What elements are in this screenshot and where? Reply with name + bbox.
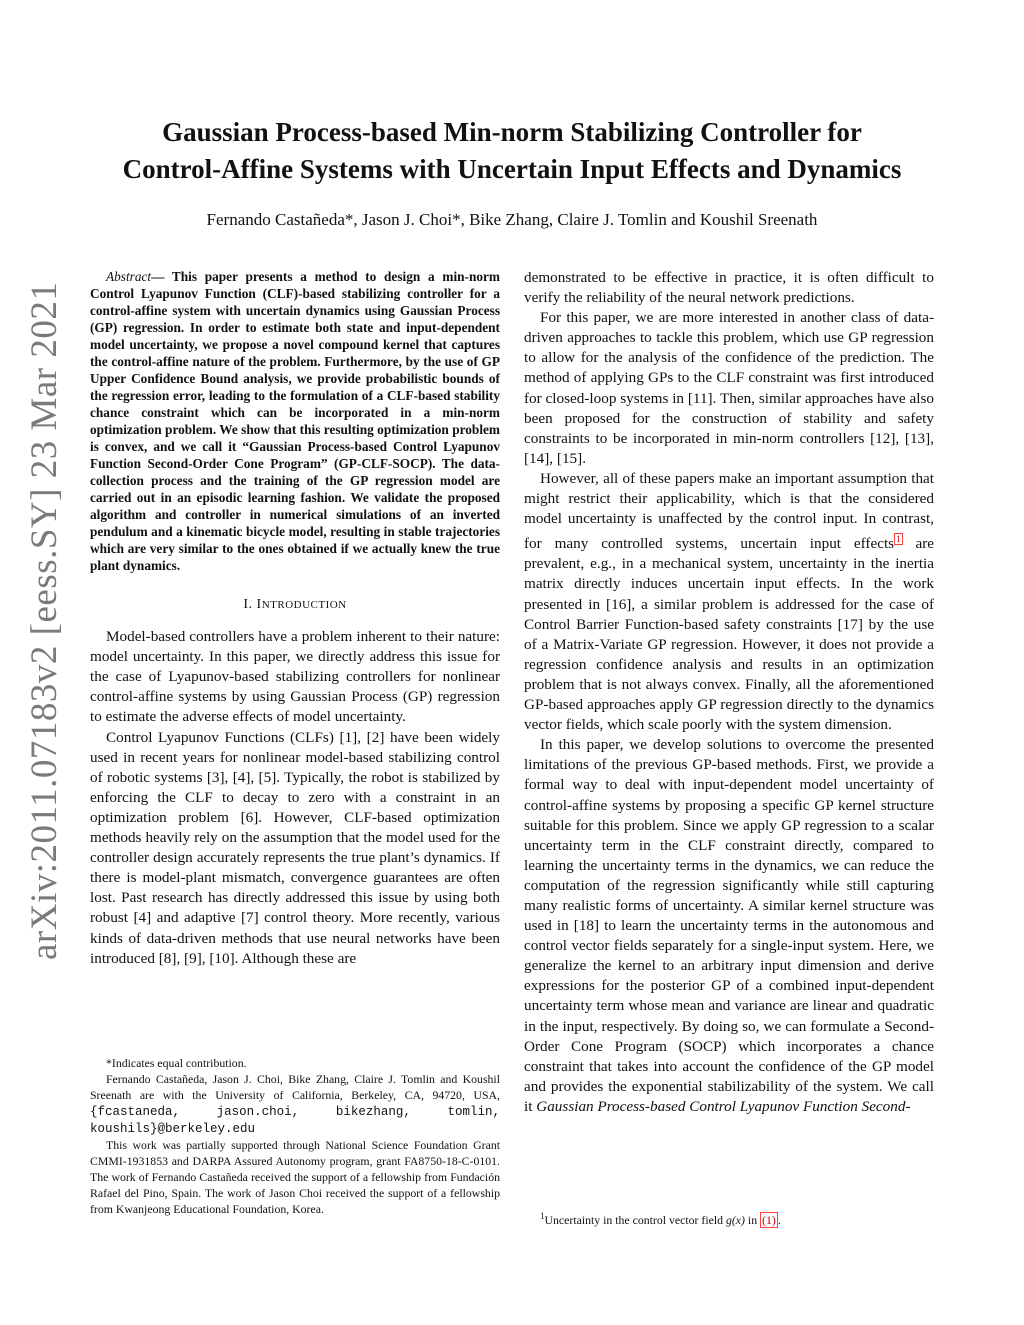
footnote-1: [524, 1208, 934, 1228]
right-paragraph-1: demonstrated to be effective in practice, it is often difficult to verify the reliability of the neural network predictions.: [524, 269, 934, 307]
footnote-equal-contribution: *Indicates equal contribution.: [106, 1056, 247, 1070]
arxiv-sidebar-stamp: arXiv:2011.07183v2 [eess.SY] 23 Mar 2021: [24, 281, 65, 960]
section-title-smallcaps: NTRODUCTION: [261, 599, 347, 611]
footnote-1-text: Uncertainty in the control vector field: [544, 1212, 726, 1227]
p3-text-b: are prevalent, e.g., in a mechanical system, uncertainty in the inertia matrix directly induces uncertain input effects. In the work presented in [16], a similar problem is addressed for the case of Control Barrier Function-based safety constraints [17] by the use of a Matrix-Variate GP regression. However, it does not provide a regression confidence analysis and results in an optimization problem that is not always convex. Finally, all the aforementioned GP-based approaches apply GP regression directly to the dynamics vector fields, which scale poorly with the system dimension.: [524, 535, 934, 734]
left-footnotes: [90, 1055, 500, 1217]
footnote-math-gx: g(x): [725, 1212, 745, 1227]
abstract: [90, 268, 500, 574]
title-line-2: Control-Affine Systems with Uncertain Input Effects and Dynamics: [122, 154, 902, 184]
p3-text-a: However, all of these papers make an important assumption that might restrict their applicability, which is that the considered model uncertainty is unaffected by the control input. In contrast, for many controlled systems, uncertain input effects: [524, 469, 934, 553]
title-line-1: Gaussian Process-based Min-norm Stabilizing Controller for: [162, 117, 862, 147]
right-paragraph-2: For this paper, we are more interested in another class of data-driven approaches to tackle this problem, which use GP regression to allow for the analysis of the confidence of the prediction. The method of applying GPs to the CLF constraint was first introduced for closed-loop systems in [11]. Then, similar approaches have also been proposed for the construction of stability and safety constraints to be incorporated in min-norm controllers [12], [13], [14], [15].: [524, 309, 934, 467]
abstract-dash: —: [151, 269, 172, 284]
section-number: I.: [243, 597, 257, 612]
equation-ref-link[interactable]: (1): [762, 1212, 776, 1227]
footnote-funding: This work was partially supported through National Science Foundation Grant CMMI-1931853 and DARPA Assured Autonomy program, grant FA8750-18-C-0101. The work of Fernando Castañeda received the support of a fellowship from Fundación Rafael del Pino, Spain. The work of Jason Choi received the support of a fellowship from Kwanjeong Educational Foundation, Korea.: [90, 1138, 500, 1216]
footnote-number: 1: [540, 1211, 545, 1221]
right-paragraph-3: [524, 469, 934, 735]
abstract-text: This paper presents a method to design a min-norm Control Lyapunov Function (CLF)-based stabilizing controller for a control-affine system with uncertain dynamics using Gaussian Process (GP) regression. In order to estimate both state and input-dependent model uncertainty, we propose a novel compound kernel that captures the control-affine nature of the problem. Furthermore, by the use of GP Upper Confidence Bound analysis, we provide probabilistic bounds of the regression error, leading to the formulation of a CLF-based stability chance constraint which can be incorporated in a min-norm optimization problem. We show that this resulting optimization problem is convex, and we call it “Gaussian Process-based Control Lyapunov Function Second-Order Cone Program” (GP-CLF-SOCP). The data-collection process and the training of the GP regression model are carried out in an episodic learning fashion. We validate the proposed algorithm and controller in numerical simulations of an inverted pendulum and a kinematic bicycle model, resulting in stable trajectories which are very similar to the ones obtained if we actually knew the true plant dynamics.: [90, 269, 500, 573]
author-list: Fernando Castañeda*, Jason J. Choi*, Bike Zhang, Claire J. Tomlin and Koushil Sreenath: [206, 210, 818, 229]
footnote-1-end: .: [777, 1212, 781, 1227]
section-heading-introduction: [90, 595, 500, 615]
right-column: [524, 268, 934, 1117]
abstract-label: Abstract: [106, 269, 152, 284]
intro-paragraph-1: Model-based controllers have a problem inherent to their nature: model uncertainty. In this paper, we directly address this issue for the case of Lyapunov-based stabilizing controllers for nonlinear control-affine systems by using Gaussian Process (GP) regression to estimate the adverse effects of model uncertainty.: [90, 628, 500, 726]
left-column: [90, 268, 500, 969]
footnote-1-in: in: [744, 1212, 761, 1227]
paper-title: [80, 114, 944, 188]
section-first-letter: I: [256, 597, 262, 612]
right-footnote: [524, 1208, 934, 1228]
p4-text: In this paper, we develop solutions to overcome the presented limitations of the previous GP-based methods. First, we provide a formal way to deal with input-dependent model uncertainty of control-affine systems by proposing a specific GP kernel structure suitable for this problem. Since we apply GP regression to a scalar uncertainty term in the CLF constraint directly, compared to learning the uncertainty terms in the dynamics, we can reduce the computation of the regression significantly while still capturing many realistic forms of uncertainty. A similar kernel structure was used in [18] to learn the uncertainty terms in the autonomous and control vector fields separately for a single-input system. Here, we generalize the kernel to an arbitrary input dimension and derive expressions for the posterior GP of a combined input-dependent uncertainty term whose mean and variance are linear and quadratic in the input, respectively. By doing so, we can formulate a Second-Order Cone Program (SOCP) which incorporates a chance constraint that takes into account the confidence of the GP model and provides the exponential stabilizability of the system. We call it: [524, 736, 934, 1115]
author-emails: {fcastaneda, jason.choi, bikezhang, tomlin, koushils}@berkeley.edu: [90, 1105, 500, 1136]
affiliation-text: Fernando Castañeda, Jason J. Choi, Bike Zhang, Claire J. Tomlin and Koushil Sreenath are with the University of California, Berkeley, CA, 94720, USA,: [90, 1072, 500, 1102]
footnote-marker-1[interactable]: 1: [896, 534, 901, 545]
footnote-affiliation: [90, 1071, 500, 1137]
p4-method-name: Gaussian Process-based Control Lyapunov Function Second-: [536, 1097, 911, 1115]
intro-paragraph-2: Control Lyapunov Functions (CLFs) [1], [2] have been widely used in recent years for nonlinear model-based stabilizing control of robotic systems [3], [4], [5]. Typically, the robot is stabilized by enforcing the CLF to decay to zero with a constraint in an optimization problem [6]. However, CLF-based optimization methods heavily rely on the assumption that the model used for the controller design accurately represents the true plant’s dynamics. If there is model-plant mismatch, convergence guarantees are often lost. Past research has directly addressed this issue by using both robust [4] and adaptive [7] control theory. More recently, various kinds of data-driven methods that use neural networks have been introduced [8], [9], [10]. Although these are: [90, 728, 500, 967]
right-paragraph-4: [524, 735, 934, 1117]
